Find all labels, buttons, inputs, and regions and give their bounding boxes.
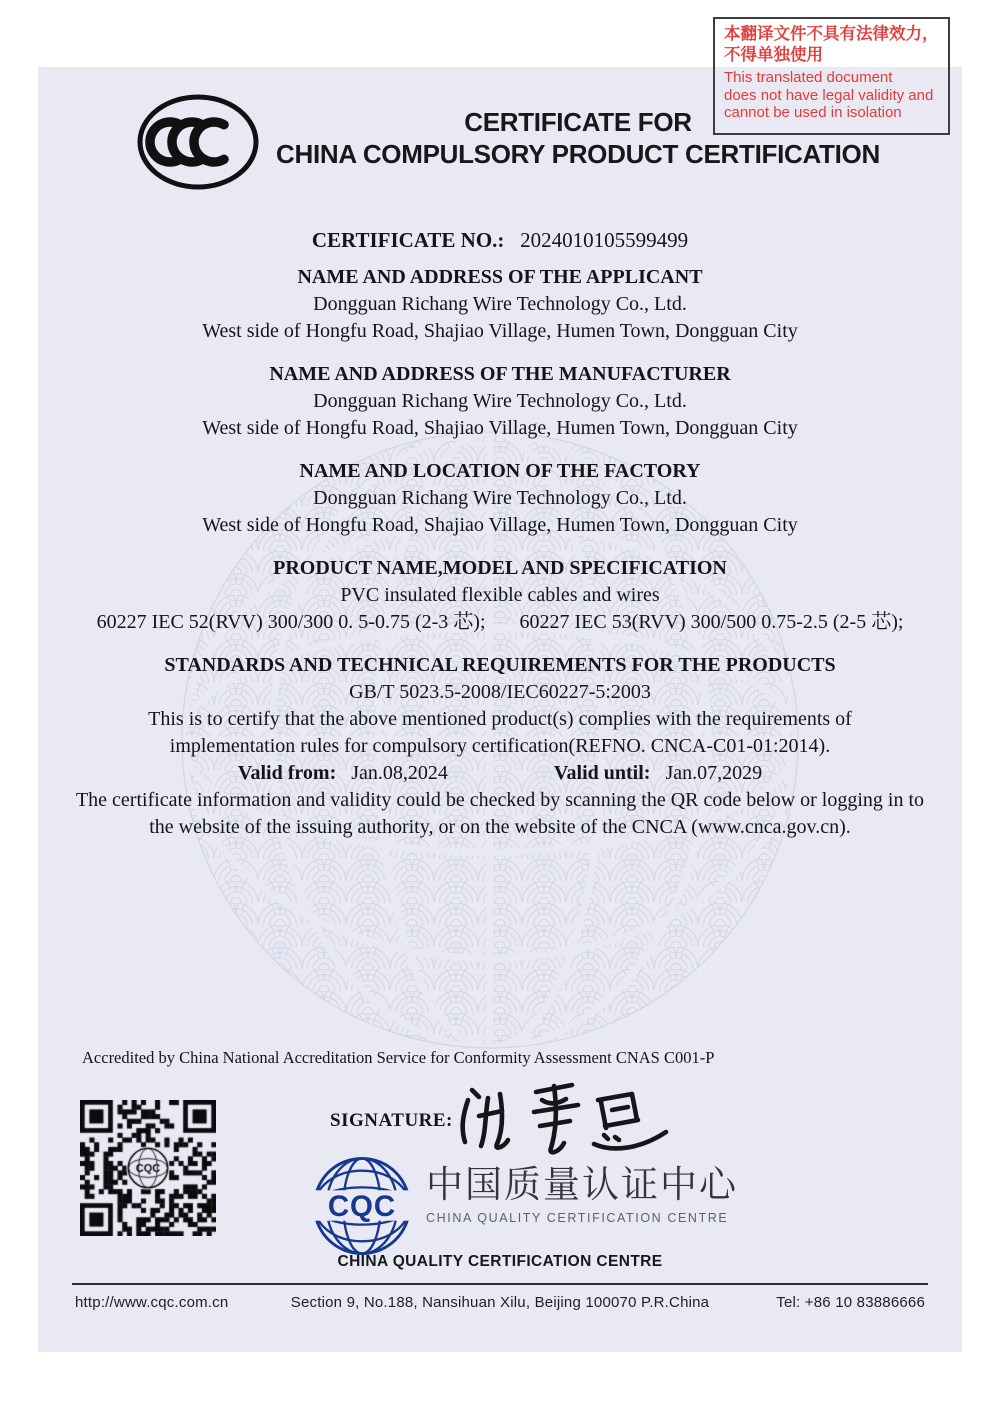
product-model-1: 60227 IEC 52(RVV) 300/300 0. 5-0.75 (2-3 芯); xyxy=(96,611,486,633)
product-models xyxy=(38,609,962,636)
notice-english-line-1: This translated document xyxy=(724,69,893,86)
accreditation-line: Accredited by China National Accreditation Service for Conformity Assessment CNAS C001-P xyxy=(82,1048,715,1067)
cqc-globe-logo xyxy=(311,1155,413,1257)
section-manufacturer xyxy=(38,361,962,442)
applicant-heading: NAME AND ADDRESS OF THE APPLICANT xyxy=(297,266,703,288)
cqc-acronym: CQC xyxy=(327,1189,397,1223)
notice-english xyxy=(724,69,940,122)
title-line-1: CERTIFICATE FOR xyxy=(464,107,692,137)
factory-address: West side of Hongfu Road, Shajiao Village, Humen Town, Dongguan City xyxy=(202,514,798,536)
factory-name: Dongguan Richang Wire Technology Co., Ltd. xyxy=(313,487,687,509)
product-model-2: 60227 IEC 53(RVV) 300/500 0.75-2.5 (2-5 芯); xyxy=(519,611,904,633)
certificate-number-label: CERTIFICATE NO.: xyxy=(311,228,505,252)
cqc-name-english: CHINA QUALITY CERTIFICATION CENTRE xyxy=(426,1211,729,1225)
applicant-address: West side of Hongfu Road, Shajiao Village, Humen Town, Dongguan City xyxy=(202,320,798,342)
footer-divider xyxy=(72,1283,928,1285)
cqc-wordmark xyxy=(426,1161,846,1225)
check-info-line-1: The certificate information and validity could be checked by scanning the QR code below or logging in to xyxy=(75,789,925,811)
organization-name-line: CHINA QUALITY CERTIFICATION CENTRE xyxy=(337,1253,663,1270)
valid-from-label: Valid from: xyxy=(237,762,337,784)
certificate-number-line xyxy=(38,227,962,254)
notice-english-line-3: cannot be used in isolation xyxy=(724,104,902,121)
certificate-number-value: 2024010105599499 xyxy=(520,228,689,252)
certificate-page xyxy=(38,67,962,1352)
applicant-name: Dongguan Richang Wire Technology Co., Ltd. xyxy=(313,293,687,315)
certify-statement-line-2: implementation rules for compulsory certification(REFNO. CNCA-C01-01:2014). xyxy=(169,735,831,757)
footer xyxy=(38,1294,962,1318)
factory-heading: NAME AND LOCATION OF THE FACTORY xyxy=(299,460,701,482)
valid-from-date: Jan.08,2024 xyxy=(351,762,448,784)
qr-code xyxy=(80,1100,216,1236)
manufacturer-address: West side of Hongfu Road, Shajiao Village, Humen Town, Dongguan City xyxy=(202,417,798,439)
section-standards xyxy=(38,652,962,841)
valid-until-date: Jan.07,2029 xyxy=(665,762,763,784)
product-name: PVC insulated flexible cables and wires xyxy=(340,584,660,606)
signature-label: SIGNATURE: xyxy=(330,1110,453,1131)
manufacturer-name: Dongguan Richang Wire Technology Co., Ltd. xyxy=(313,390,687,412)
footer-telephone: Tel: +86 10 83886666 xyxy=(776,1294,925,1311)
notice-chinese-line-2: 不得单独使用 xyxy=(724,46,823,64)
manufacturer-heading: NAME AND ADDRESS OF THE MANUFACTURER xyxy=(269,363,731,385)
certificate-body xyxy=(38,227,962,841)
standards-heading: STANDARDS AND TECHNICAL REQUIREMENTS FOR THE PRODUCTS xyxy=(164,654,836,676)
footer-address: Section 9, No.188, Nansihuan Xilu, Beijing 100070 P.R.China xyxy=(290,1294,710,1311)
valid-until-label: Valid until: xyxy=(553,762,651,784)
notice-english-line-2: does not have legal validity and xyxy=(724,86,934,104)
product-heading: PRODUCT NAME,MODEL AND SPECIFICATION xyxy=(273,557,727,579)
translation-notice-box xyxy=(713,17,950,135)
cqc-name-chinese: 中国质量认证中心 xyxy=(426,1164,738,1205)
section-product xyxy=(38,555,962,636)
title-line-2: CHINA COMPULSORY PRODUCT CERTIFICATION xyxy=(276,139,880,169)
section-factory xyxy=(38,458,962,539)
certify-statement-line-1: This is to certify that the above mentioned product(s) complies with the requirements of xyxy=(148,708,852,730)
notice-chinese-line-1: 本翻译文件不具有法律效力， xyxy=(724,25,939,43)
standard-code: GB/T 5023.5-2008/IEC60227-5:2003 xyxy=(349,681,651,703)
validity-line xyxy=(38,760,962,787)
footer-website: http://www.cqc.com.cn xyxy=(75,1294,229,1311)
section-applicant xyxy=(38,264,962,345)
signature-handwriting xyxy=(452,1080,670,1160)
check-info-line-2: the website of the issuing authority, or on the website of the CNCA (www.cnca.gov.cn). xyxy=(149,816,851,838)
ccc-mark-icon xyxy=(136,93,260,191)
